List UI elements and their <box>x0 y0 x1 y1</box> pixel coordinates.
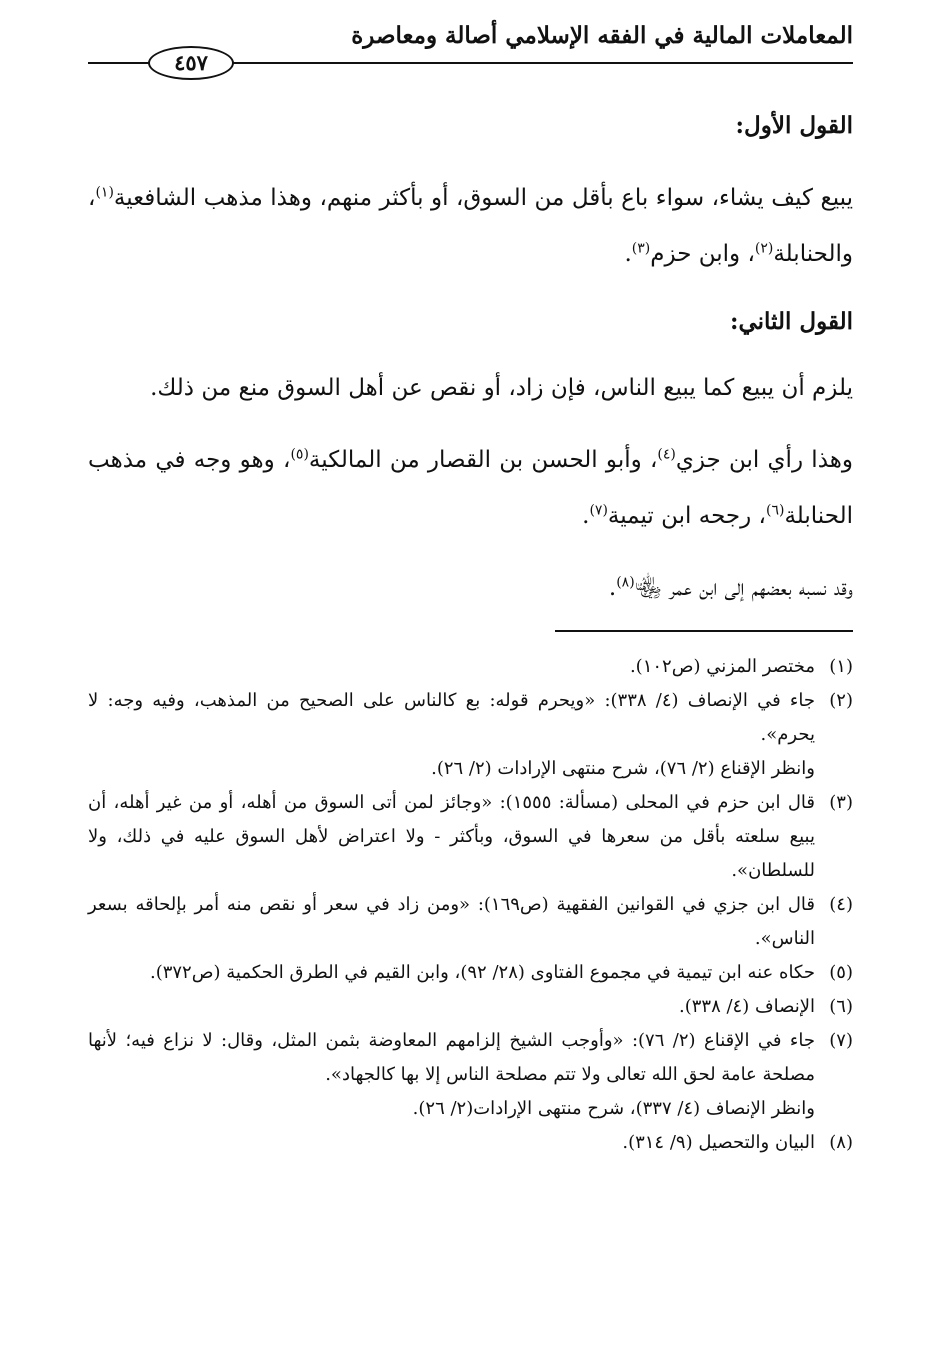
footnote-ref[interactable]: (٥) <box>290 446 309 463</box>
paragraph-text: ، وأبو الحسن بن القصار من المالكية <box>308 447 658 473</box>
paragraph-text: . <box>624 241 632 267</box>
heading-first-opinion: القول الأول: <box>735 112 853 139</box>
footnote-text <box>88 888 815 956</box>
footnote <box>88 1024 853 1126</box>
footnote-line: وانظر الإنصاف (٤/ ٣٣٧)، شرح منتهى الإرادات(٢/ ٢٦). <box>412 1098 815 1119</box>
paragraph-text: ، رجحه ابن تيمية <box>607 503 766 529</box>
footnote-ref[interactable]: (٤) <box>657 446 676 463</box>
footnote-line: وانظر الإقناع (٢/ ٧٦)، شرح منتهى الإرادات (٢/ ٢٦). <box>431 758 815 779</box>
footnote-line: حكاه عنه ابن تيمية في مجموع الفتاوى (٢٨/ ٩٢)، وابن القيم في الطرق الحكمية (ص٣٧٢). <box>149 962 815 983</box>
footnote-number: (١) <box>829 656 853 677</box>
footnote-line: مختصر المزني (ص١٠٢). <box>629 656 815 677</box>
footnote-line: قال ابن جزي في القوانين الفقهية (ص١٦٩): «ومن زاد في سعر أو نقص منه أمر بإلحاقه بسعر الناس». <box>88 894 815 949</box>
footnote-text <box>88 956 815 990</box>
footnote-number: (٨) <box>829 1132 853 1153</box>
footnotes <box>88 650 853 1160</box>
footnote-ref[interactable]: (٦) <box>765 502 785 519</box>
footnote-line: قال ابن حزم في المحلى (مسألة: ١٥٥٥): «وجائز لمن أتى السوق من أهله، أو من غير أهله، أن يبيع سلعته بأقل من سعرها في السوق، وبأكثر - ولا اعتراض لأهل السوق عليه في ذلك، ولا للسلطان». <box>88 792 815 881</box>
footnote-ref[interactable]: (٢) <box>754 240 774 257</box>
footnote-line: البيان والتحصيل (٩/ ٣١٤). <box>622 1132 815 1153</box>
footnote <box>88 650 853 684</box>
footnote-line: جاء في الإنصاف (٤/ ٣٣٨): «ويحرم قوله: بع كالناس على الصحيح من المذهب، وفيه وجه: لا يحرم». <box>88 690 815 745</box>
footnote-line: الإنصاف (٤/ ٣٣٨). <box>678 996 815 1017</box>
footnote-text <box>88 1024 815 1126</box>
footnote-separator <box>555 630 853 632</box>
paragraph-text: ، وهو وجه في مذهب الحنابلة <box>88 447 853 529</box>
paragraph-attribution <box>88 560 853 616</box>
paragraph-text: وهذا رأي ابن جزي <box>675 447 854 473</box>
footnote-number: (٧) <box>829 1030 853 1051</box>
paragraph-text: يبيع كيف يشاء، سواء باع بأقل من السوق، أو بأكثر منهم، وهذا مذهب الشافعية <box>113 185 853 211</box>
footnote <box>88 786 853 888</box>
running-header-title: المعاملات المالية في الفقه الإسلامي أصالة ومعاصرة <box>351 22 853 49</box>
paragraph-text: . <box>608 575 617 601</box>
paragraph-text: . <box>582 503 590 529</box>
footnote-line: جاء في الإقناع (٢/ ٧٦): «وأوجب الشيخ إلزامهم المعاوضة بثمن المثل، وقال: لا نزاع فيه؛ لأنها مصلحة عامة لحق الله تعالى ولا تتم مصلحة الناس إلا بها كالجهاد». <box>88 1030 816 1085</box>
footnote <box>88 956 853 990</box>
paragraph-text: ، والحنابلة <box>88 185 853 267</box>
footnote-ref[interactable]: (٣) <box>631 240 651 257</box>
footnote-text <box>88 990 815 1024</box>
paragraph-proponents <box>88 432 853 544</box>
footnote <box>88 684 853 786</box>
footnote-number: (٥) <box>829 962 853 983</box>
page-number: ٤٥٧ <box>148 46 234 80</box>
paragraph-text: ، وابن حزم <box>650 241 755 267</box>
footnote-number: (٦) <box>829 996 853 1017</box>
footnote-ref[interactable]: (١) <box>95 184 114 201</box>
footnote <box>88 1126 853 1160</box>
paragraph-text: وقد نسبه بعضهم إلى ابن عمر ﵄ <box>634 575 853 601</box>
footnote <box>88 888 853 956</box>
footnote-number: (٣) <box>829 792 853 813</box>
footnote-number: (٢) <box>829 690 853 711</box>
footnote-number: (٤) <box>829 894 853 915</box>
footnote-text <box>88 650 815 684</box>
footnote <box>88 990 853 1024</box>
paragraph-first-opinion <box>88 170 853 282</box>
heading-second-opinion: القول الثاني: <box>729 308 853 335</box>
footnote-text <box>88 1126 815 1160</box>
footnote-ref[interactable]: (٧) <box>589 502 608 519</box>
paragraph-second-opinion: يلزم أن يبيع كما يبيع الناس، فإن زاد، أو نقص عن أهل السوق منع من ذلك. <box>150 375 853 401</box>
footnote-text <box>88 786 815 888</box>
footnote-text <box>88 684 815 786</box>
footnote-ref[interactable]: (٨) <box>616 574 635 591</box>
